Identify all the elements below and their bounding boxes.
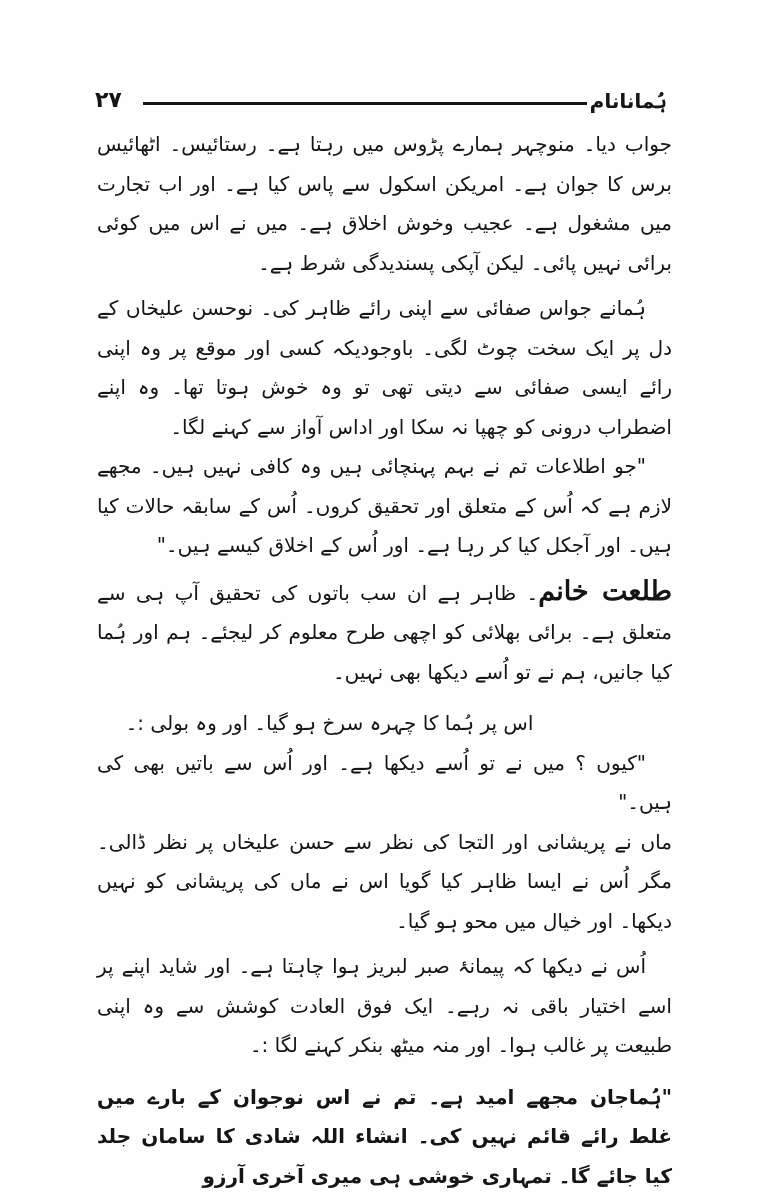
page-header <box>95 88 667 118</box>
paragraph-2: ہُمانے جواس صفائی سے اپنی رائے ظاہر کی۔ نوحسن علیخاں کے دل پر ایک سخت چوٹ لگی۔ باوجودیکہ کسی اور موقع پر وہ اپنی رائے ایسی صفائی سے دیتی تھی تو وہ خوش ہوتا تھا۔ وہ اپنے اضطراب درونی کو چھپا نہ سکا اور اداس آواز سے کہنے لگا۔ <box>97 289 672 447</box>
paragraph-8: اُس نے دیکھا کہ پیمانۂ صبر لبریز ہوا چاہتا ہے۔ اور شاید اپنے پر اسے اختیار باقی نہ رہے۔ ایک فوق العادت کوشش سے وہ اپنی طبیعت پر غالب ہوا۔ اور منہ میٹھ بنکر کہنے لگا :۔ <box>97 947 672 1066</box>
running-title: ہُمانانام <box>590 88 667 114</box>
paragraph-4 <box>97 572 672 693</box>
paragraph-6: "کیوں ؟ میں نے تو اُسے دیکھا ہے۔ اور اُس سے باتیں بھی کی ہیں۔" <box>97 744 672 823</box>
paragraph-9: "ہُماجان مجھے امید ہے۔ تم نے اس نوجوان کے بارے میں غلط رائے قائم نہیں کی۔ انشاء اللہ شادی کا سامان جلد کیا جائے گا۔ تمہاری خوشی ہی میری آخری آرزو <box>97 1078 672 1196</box>
header-rule <box>143 102 587 105</box>
paragraph-1: جواب دیا۔ منوچہر ہمارے پڑوس میں رہتا ہے۔ رستائیس۔ اٹھائیس برس کا جوان ہے۔ امریکن اسکول سے پاس کیا ہے۔ اور اب تجارت میں مشغول ہے۔ عجیب وخوش اخلاق ہے۔ میں نے اس میں کوئی برائی نہیں پائی۔ لیکن آپکی پسندیدگی شرط ہے۔ <box>97 125 672 283</box>
body-text <box>97 125 672 1196</box>
paragraph-7: ماں نے پریشانی اور التجا کی نظر سے حسن علیخاں پر نظر ڈالی۔ مگر اُس نے ایسا ظاہر کیا گویا اس نے ماں کی پریشانی کو نہیں دیکھا۔ اور خیال میں محو ہو گیا۔ <box>97 823 672 942</box>
paragraph-5: اس پر ہُما کا چہرہ سرخ ہو گیا۔ اور وہ بولی :۔ <box>97 704 672 744</box>
speaker-name: طلعت خانم <box>538 576 672 607</box>
paragraph-3: "جو اطلاعات تم نے بہم پہنچائی ہیں وہ کافی نہیں ہیں۔ مجھے لازم ہے کہ اُس کے متعلق اور تحقیق کروں۔ اُس کے سابقہ حالات کیا ہیں۔ اور آجکل کیا کر رہا ہے۔ اور اُس کے اخلاق کیسے ہیں۔" <box>97 447 672 566</box>
page-number: ۲۷ <box>95 88 122 114</box>
paragraph-4-text: ۔ ظاہر ہے ان سب باتوں کی تحقیق آپ ہی سے متعلق ہے۔ برائی بھلائی کو اچھی طرح معلوم کر لیجئے۔ ہم اور ہُما کیا جانیں، ہم نے تو اُسے دیکھا بھی نہیں۔ <box>97 581 672 684</box>
